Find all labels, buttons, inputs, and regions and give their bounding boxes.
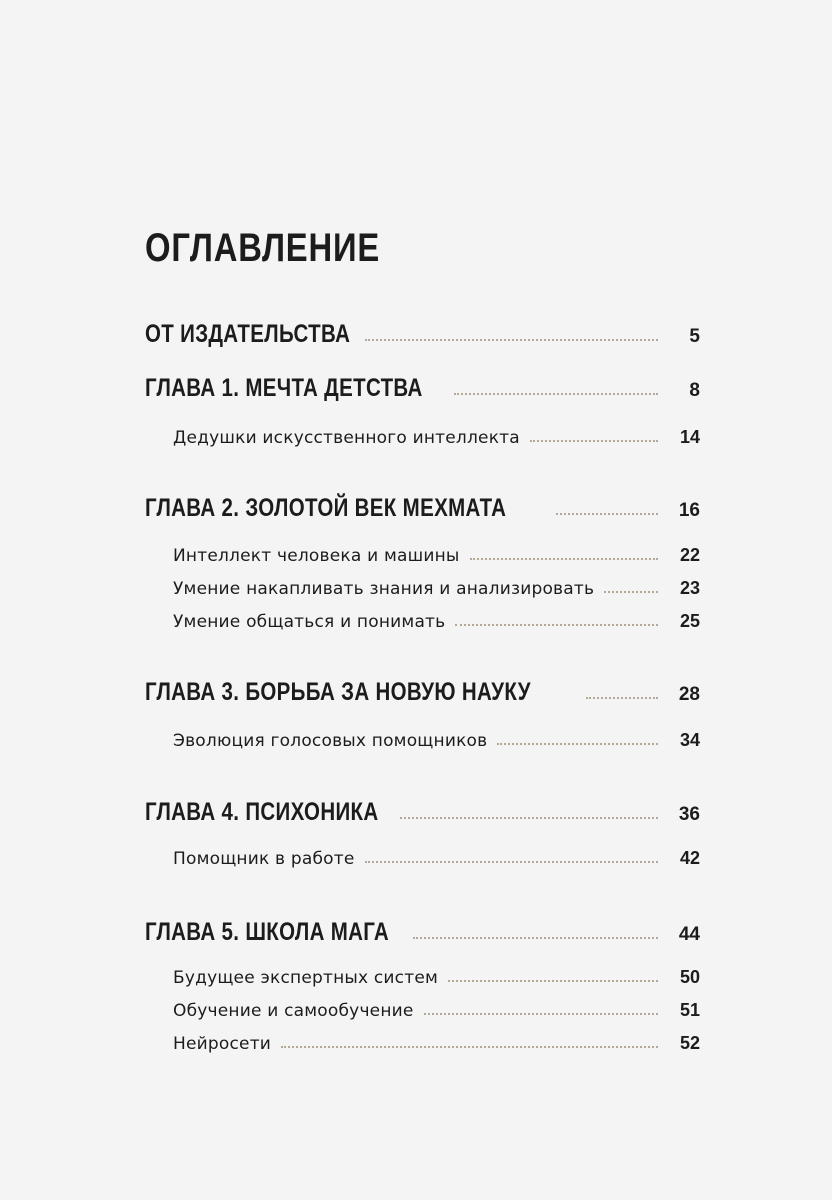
toc-entry-label: Интеллект человека и машины (173, 546, 460, 566)
dot-leader (470, 556, 658, 560)
dot-leader (413, 935, 658, 939)
toc-page-number: 16 (678, 500, 700, 521)
toc-section-entry (173, 848, 700, 869)
toc-entry-label: ГЛАВА 5. ШКОЛА МАГА (145, 918, 390, 946)
toc-page-number: 14 (679, 427, 700, 447)
toc-page-number: 42 (679, 848, 700, 868)
page-title: ОГЛАВЛЕНИЕ (145, 226, 381, 270)
toc-page-number: 44 (678, 924, 700, 945)
toc-section-entry (173, 967, 700, 988)
toc-page-number: 36 (678, 804, 700, 825)
toc-section-entry (173, 427, 700, 448)
dot-leader (556, 511, 658, 515)
dot-leader (530, 438, 658, 442)
dot-leader (365, 859, 658, 863)
toc-section-entry (173, 611, 700, 632)
toc-section-entry (173, 730, 700, 751)
toc-chapter-entry (145, 918, 700, 947)
toc-entry-label: ОТ ИЗДАТЕЛЬСТВА (145, 320, 351, 348)
toc-entry-label: ГЛАВА 3. БОРЬБА ЗА НОВУЮ НАУКУ (145, 678, 531, 706)
dot-leader (448, 978, 658, 982)
dot-leader (455, 622, 658, 626)
toc-section-entry (173, 1033, 700, 1054)
dot-leader (586, 695, 658, 699)
dot-leader (400, 815, 658, 819)
toc-entry-label: Эволюция голосовых помощников (173, 731, 488, 751)
toc-page-number: 52 (679, 1033, 700, 1053)
toc-page-number: 8 (689, 380, 700, 401)
toc-entry-label: Будущее экспертных систем (173, 968, 439, 988)
toc-section-entry (173, 545, 700, 566)
toc-page-number: 34 (679, 730, 700, 750)
toc-entry-label: ГЛАВА 4. ПСИХОНИКА (145, 798, 379, 826)
dot-leader (365, 337, 658, 341)
toc-page-number: 25 (679, 611, 700, 631)
toc-entry-label: Помощник в работе (173, 849, 355, 869)
dot-leader (424, 1011, 658, 1015)
toc-entry-label: Умение общаться и понимать (173, 612, 446, 632)
dot-leader (497, 741, 658, 745)
toc-chapter-entry (145, 494, 700, 523)
toc-chapter-entry (145, 798, 700, 827)
toc-chapter-entry (145, 678, 700, 707)
toc-section-entry (173, 578, 700, 599)
toc-entry-label: ГЛАВА 1. МЕЧТА ДЕТСТВА (145, 374, 423, 402)
toc-page-number: 22 (679, 545, 700, 565)
toc-page-number: 50 (679, 967, 700, 987)
dot-leader (281, 1044, 658, 1048)
toc-entry-label: Дедушки искусственного интеллекта (173, 428, 520, 448)
toc-chapter-entry (145, 320, 700, 349)
toc-page-number: 23 (679, 578, 700, 598)
toc-entry-label: Обучение и самообучение (173, 1001, 414, 1021)
toc-entry-label: Умение накапливать знания и анализировать (173, 579, 595, 599)
toc-entry-label: ГЛАВА 2. ЗОЛОТОЙ ВЕК МЕХМАТА (145, 494, 507, 522)
toc-page-number: 5 (689, 326, 700, 347)
toc-chapter-entry (145, 374, 700, 403)
dot-leader (454, 391, 658, 395)
toc-page-number: 51 (679, 1000, 700, 1020)
toc-page-number: 28 (678, 684, 700, 705)
dot-leader (604, 589, 658, 593)
toc-entry-label: Нейросети (173, 1034, 272, 1054)
toc-section-entry (173, 1000, 700, 1021)
